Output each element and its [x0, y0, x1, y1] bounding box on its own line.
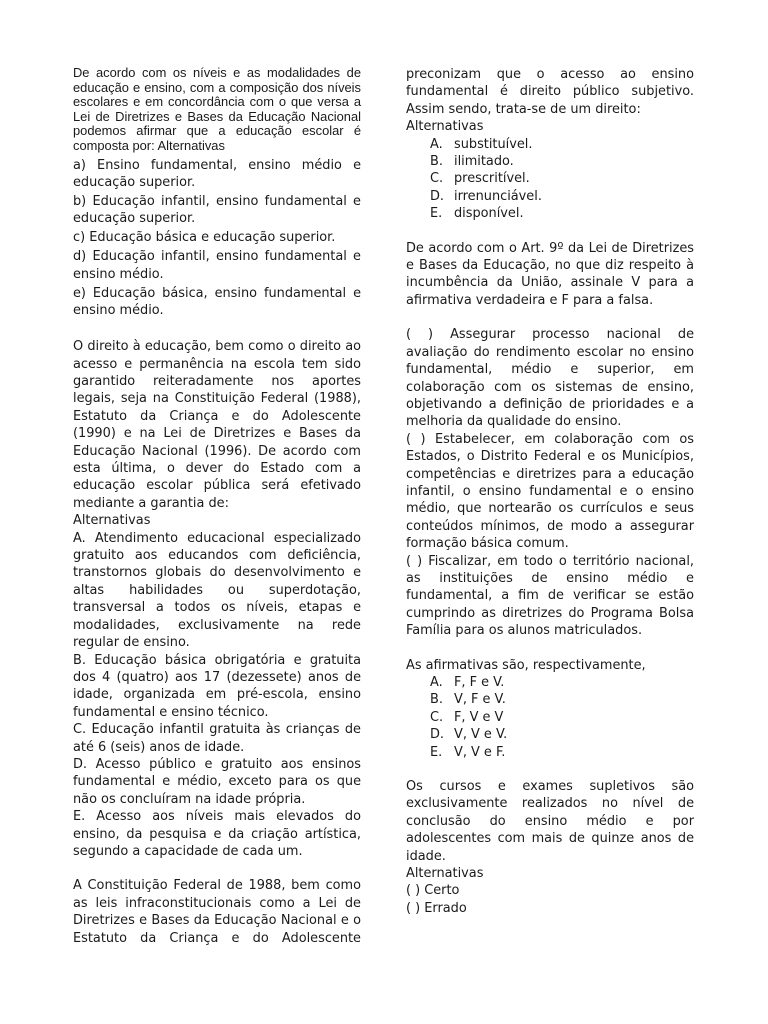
question-5-option-certo: ( ) Certo [406, 883, 460, 899]
question-3-option [406, 170, 694, 187]
question-4-statement-2: ( ) Estabelecer, em colaboração com os Estados, o Distrito Federal e os Municípios, competências e diretrizes para a educação infantil, o ensino fundamental e o ensino médio, que nortearão os currículos e seus conteúdos mínimos, de modo a assegurar formação básica comum. [406, 431, 694, 552]
question-1-option-c: c) Educação básica e educação superior. [73, 230, 336, 246]
option-text: V, F e V. [454, 692, 506, 708]
question-1-prompt: De acordo com os níveis e as modalidades de educação e ensino, com a composição dos níveis escolares e em concordância com o que versa a Lei de Diretrizes e Bases da Educação Nacional podemos afirmar que a educação escolar é composta por: Alternativas [73, 65, 361, 153]
question-1-options [73, 157, 361, 320]
question-4-option [406, 691, 694, 708]
question-3-option [406, 188, 694, 205]
question-4-answer-prompt: As afirmativas são, respectivamente, [406, 657, 646, 673]
option-text: V, V e V. [454, 727, 508, 743]
question-4-statement-3: ( ) Fiscalizar, em todo o território nacional, as instituições de ensino médio e fundamental, a fim de verificar se estão cumprindo as diretrizes do Programa Bolsa Família para os alunos matriculados. [406, 553, 694, 639]
option-letter: B. [430, 154, 443, 170]
option-text: V, V e F. [454, 744, 506, 760]
option-letter: C. [430, 171, 444, 187]
question-5-alternatives-label: Alternativas [406, 866, 484, 882]
question-2-option-d: D. Acesso público e gratuito aos ensinos fundamental e médio, exceto para os que não os concluíram na idade própria. [73, 756, 361, 807]
option-letter: D. [430, 188, 445, 204]
question-3-option [406, 205, 694, 222]
option-text: prescritível. [454, 171, 530, 187]
question-3-options [406, 136, 694, 223]
option-letter: D. [430, 727, 445, 743]
question-5-option-errado: ( ) Errado [406, 900, 467, 916]
question-3-option [406, 136, 694, 153]
question-2-option-a: A. Atendimento educacional especializado gratuito aos educandos com deficiência, transtornos globais do desenvolvimento e altas habilidades ou superdotação, transversal a todos os níveis, etapas e modalidades, exclusivamente na rede regular de ensino. [73, 530, 361, 651]
option-letter: A. [430, 675, 443, 690]
left-column [73, 66, 361, 947]
question-4-option [406, 726, 694, 743]
question-2-prompt: O direito à educação, bem como o direito ao acesso e permanência na escola tem sido garantido reiteradamente nos aportes legais, seja na Constituição Federal (1988), Estatuto da Criança e do Adolescente (1990) e na Lei de Diretrizes e Bases da Educação Nacional (1996). De acordo com esta última, o dever do Estado com a educação escolar pública será efetivado mediante a garantia de: [73, 339, 361, 511]
option-text: ilimitado. [454, 154, 514, 170]
option-text: irrenunciável. [454, 188, 542, 204]
question-3-prompt-end: preconizam que o acesso ao ensino fundamental é direito público subjetivo. Assim sendo, trata-se de um direito: [406, 67, 694, 117]
question-1-option-b: b) Educação infantil, ensino fundamental e educação superior. [73, 193, 361, 227]
option-letter: C. [430, 709, 444, 725]
option-text: disponível. [454, 206, 524, 222]
option-text: substituível. [454, 136, 533, 152]
question-2-option-c: C. Educação infantil gratuita às crianças de até 6 (seis) anos de idade. [73, 722, 361, 755]
question-3-prompt-start: A Constituição Federal de 1988, bem como as leis infraconstitucionais como a Lei de Diretrizes e Bases da Educação Nacional e o Estatuto da Criança e do Adolescente [73, 878, 361, 946]
option-letter: A. [430, 136, 443, 152]
option-letter: E. [430, 206, 443, 222]
question-2-alternatives-label: Alternativas [73, 513, 151, 529]
question-4-option [406, 709, 694, 726]
option-letter: B. [430, 692, 443, 708]
question-4-option [406, 674, 694, 691]
option-text: F, F e V. [454, 675, 505, 690]
question-4-prompt: De acordo com o Art. 9º da Lei de Diretrizes e Bases da Educação, no que diz respeito à incumbência da União, assinale V para a afirmativa verdadeira e F para a falsa. [406, 240, 694, 308]
question-1-option-a: a) Ensino fundamental, ensino médio e educação superior. [73, 157, 361, 190]
option-text: F, V e V [454, 709, 504, 725]
question-3-alternatives-label: Alternativas [406, 119, 484, 135]
question-1-option-d: d) Educação infantil, ensino fundamental e ensino médio. [73, 249, 361, 282]
question-1-option-e: e) Educação básica, ensino fundamental e ensino médio. [73, 285, 361, 319]
right-column [406, 66, 694, 917]
question-2-option-e: E. Acesso aos níveis mais elevados do ensino, da pesquisa e da criação artística, segundo a capacidade de cada um. [73, 809, 361, 859]
option-letter: E. [430, 744, 443, 760]
question-2-option-b: B. Educação básica obrigatória e gratuita dos 4 (quatro) aos 17 (dezessete) anos de idade, organizada em pré-escola, ensino fundamental e ensino técnico. [73, 652, 361, 720]
question-3-option [406, 153, 694, 170]
question-5-prompt: Os cursos e exames supletivos são exclusivamente realizados no nível de conclusão do ensino médio e por adolescentes com mais de quinze anos de idade. [406, 779, 694, 864]
question-4-option [406, 744, 694, 761]
question-4-statement-1: ( ) Assegurar processo nacional de avaliação do rendimento escolar no ensino fundamental, médio e superior, em colaboração com os sistemas de ensino, objetivando a definição de prioridades e a melhoria da qualidade do ensino. [406, 327, 694, 430]
question-4-options [406, 674, 694, 761]
